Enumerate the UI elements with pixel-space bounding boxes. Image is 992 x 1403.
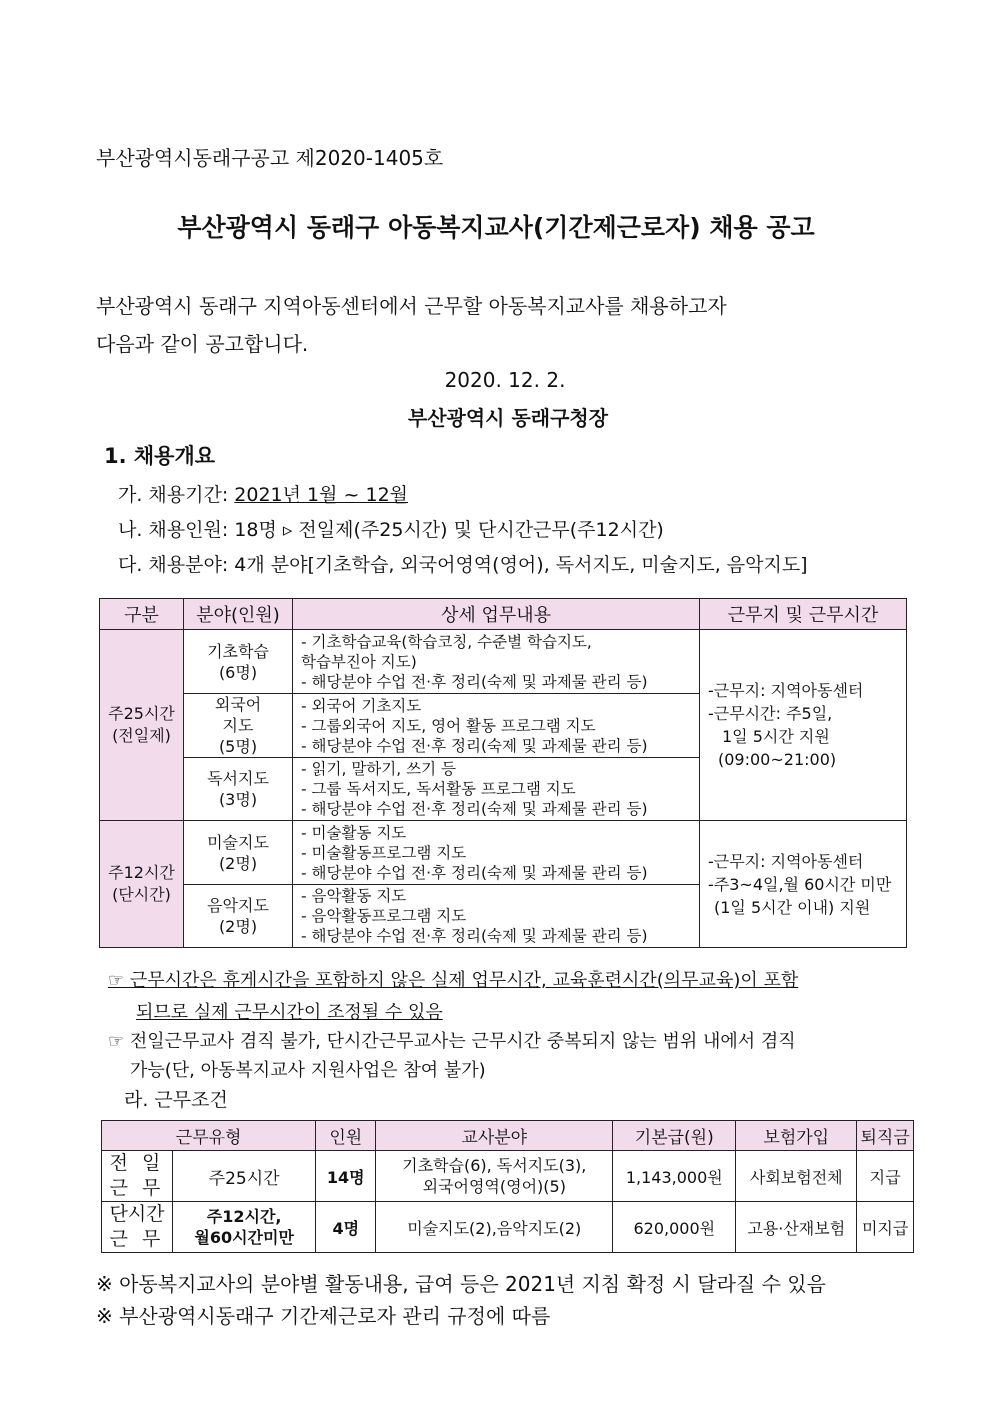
header-work-type: 근무유형 bbox=[102, 1121, 316, 1151]
footnote-2: ※ 부산광역시동래구 기간제근로자 관리 규정에 따름 bbox=[96, 1304, 551, 1328]
group-label-fulltime: 주25시간 (전일제) bbox=[100, 630, 184, 821]
table-row bbox=[102, 1202, 914, 1253]
intro-line-2: 다음과 같이 공고합니다. bbox=[96, 332, 309, 356]
table-row bbox=[100, 630, 907, 694]
header-teacher-field: 교사분야 bbox=[376, 1121, 613, 1151]
duty-table bbox=[99, 598, 907, 948]
duty-table-header bbox=[100, 599, 907, 630]
pay-parttime: 620,000원 bbox=[613, 1202, 736, 1253]
page-title: 부산광역시 동래구 아동복지교사(기간제근로자) 채용 공고 bbox=[177, 213, 815, 242]
header-insurance: 보험가입 bbox=[736, 1121, 857, 1151]
field-fulltime: 기초학습(6), 독서지도(3), 외국어영역(영어)(5) bbox=[376, 1151, 613, 1202]
details-art: - 미술활동 지도 - 미술활동프로그램 지도 - 해당분야 수업 전·후 정리(숙제 및 과제물 관리 등) bbox=[293, 821, 700, 885]
recruit-fields bbox=[118, 550, 808, 577]
field-parttime: 미술지도(2),음악지도(2) bbox=[376, 1202, 613, 1253]
field-reading: 독서지도 (3명) bbox=[184, 758, 293, 821]
header-place-time: 근무지 및 근무시간 bbox=[700, 599, 907, 630]
work-conditions-heading: 라. 근무조건 bbox=[124, 1089, 228, 1111]
conditions-table bbox=[101, 1120, 914, 1253]
footnote-1: ※ 아동복지교사의 분야별 활동내용, 급여 등은 2021년 지침 확정 시 달라질 수 있음 bbox=[96, 1272, 826, 1296]
header-severance: 퇴직금 bbox=[857, 1121, 914, 1151]
note-1-line-1: ☞ 근무시간은 휴게시간을 포함하지 않은 실제 업무시간, 교육훈련시간(의무교육)이 포함 bbox=[108, 970, 799, 991]
section-1-heading: 1. 채용개요 bbox=[104, 444, 216, 468]
details-foreign-language: - 외국어 기초지도 - 그룹외국어 지도, 영어 활동 프로그램 지도 - 해당분야 수업 전·후 정리(숙제 및 과제물 관리 등) bbox=[293, 694, 700, 758]
note-2-line-1: ☞ 전일근무교사 겸직 불가, 단시간근무교사는 근무시간 중복되지 않는 범위 내에서 겸직 bbox=[108, 1031, 796, 1052]
hours-parttime: 주12시간, 월60시간미만 bbox=[173, 1202, 316, 1253]
issuer: 부산광역시 동래구청장 bbox=[407, 406, 609, 430]
recruit-fields-value: 4개 분야[기초학습, 외국어영역(영어), 독서지도, 미술지도, 음악지도] bbox=[234, 554, 808, 576]
count-fulltime: 14명 bbox=[316, 1151, 376, 1202]
place-parttime: -근무지: 지역아동센터 -주3~4일,월 60시간 미만 (1일 5시간 이내) 지원 bbox=[700, 821, 907, 948]
group-label-parttime: 주12시간 (단시간) bbox=[100, 821, 184, 948]
note-2-line-2: 가능(단, 아동복지교사 지원사업은 참여 불가) bbox=[130, 1060, 486, 1081]
work-type-parttime: 단시간 근 무 bbox=[102, 1202, 173, 1253]
pay-fulltime: 1,143,000원 bbox=[613, 1151, 736, 1202]
header-field: 분야(인원) bbox=[184, 599, 293, 630]
header-count: 인원 bbox=[316, 1121, 376, 1151]
hours-fulltime: 주25시간 bbox=[173, 1151, 316, 1202]
note-1-line-2: 되므로 실제 근무시간이 조정될 수 있음 bbox=[136, 1002, 443, 1023]
details-reading: - 읽기, 말하기, 쓰기 등 - 그룹 독서지도, 독서활동 프로그램 지도 - 해당분야 수업 전·후 정리(숙제 및 과제물 관리 등) bbox=[293, 758, 700, 821]
conditions-table-header bbox=[102, 1121, 914, 1151]
recruit-period-value: 2021년 1월 ~ 12월 bbox=[234, 484, 409, 506]
recruit-fields-label: 다. 채용분야: bbox=[118, 554, 235, 576]
recruit-period-label: 가. 채용기간: bbox=[118, 484, 235, 506]
severance-fulltime: 지급 bbox=[857, 1151, 914, 1202]
work-type-fulltime: 전 일 근 무 bbox=[102, 1151, 173, 1202]
header-base-pay: 기본급(원) bbox=[613, 1121, 736, 1151]
field-foreign-language: 외국어 지도 (5명) bbox=[184, 694, 293, 758]
insurance-fulltime: 사회보험전체 bbox=[736, 1151, 857, 1202]
recruit-count: 나. 채용인원: 18명 ▹ 전일제(주25시간) 및 단시간근무(주12시간) bbox=[118, 519, 664, 541]
header-details: 상세 업무내용 bbox=[293, 599, 700, 630]
count-parttime: 4명 bbox=[316, 1202, 376, 1253]
notice-number: 부산광역시동래구공고 제2020-1405호 bbox=[96, 146, 444, 170]
field-music: 음악지도 (2명) bbox=[184, 885, 293, 948]
details-basic-learning: - 기초학습교육(학습코칭, 수준별 학습지도, 학습부진아 지도) - 해당분야 수업 전·후 정리(숙제 및 과제물 관리 등) bbox=[293, 630, 700, 694]
details-music: - 음악활동 지도 - 음악활동프로그램 지도 - 해당분야 수업 전·후 정리(숙제 및 과제물 관리 등) bbox=[293, 885, 700, 948]
notice-date: 2020. 12. 2. bbox=[444, 368, 566, 392]
field-basic-learning: 기초학습 (6명) bbox=[184, 630, 293, 694]
recruit-period bbox=[118, 480, 408, 507]
header-category: 구분 bbox=[100, 599, 184, 630]
intro-line-1: 부산광역시 동래구 지역아동센터에서 근무할 아동복지교사를 채용하고자 bbox=[96, 294, 727, 318]
severance-parttime: 미지급 bbox=[857, 1202, 914, 1253]
field-art: 미술지도 (2명) bbox=[184, 821, 293, 885]
insurance-parttime: 고용·산재보험 bbox=[736, 1202, 857, 1253]
place-fulltime: -근무지: 지역아동센터 -근무시간: 주5일, 1일 5시간 지원 (09:00~21:00) bbox=[700, 630, 907, 821]
table-row bbox=[100, 821, 907, 885]
table-row bbox=[102, 1151, 914, 1202]
